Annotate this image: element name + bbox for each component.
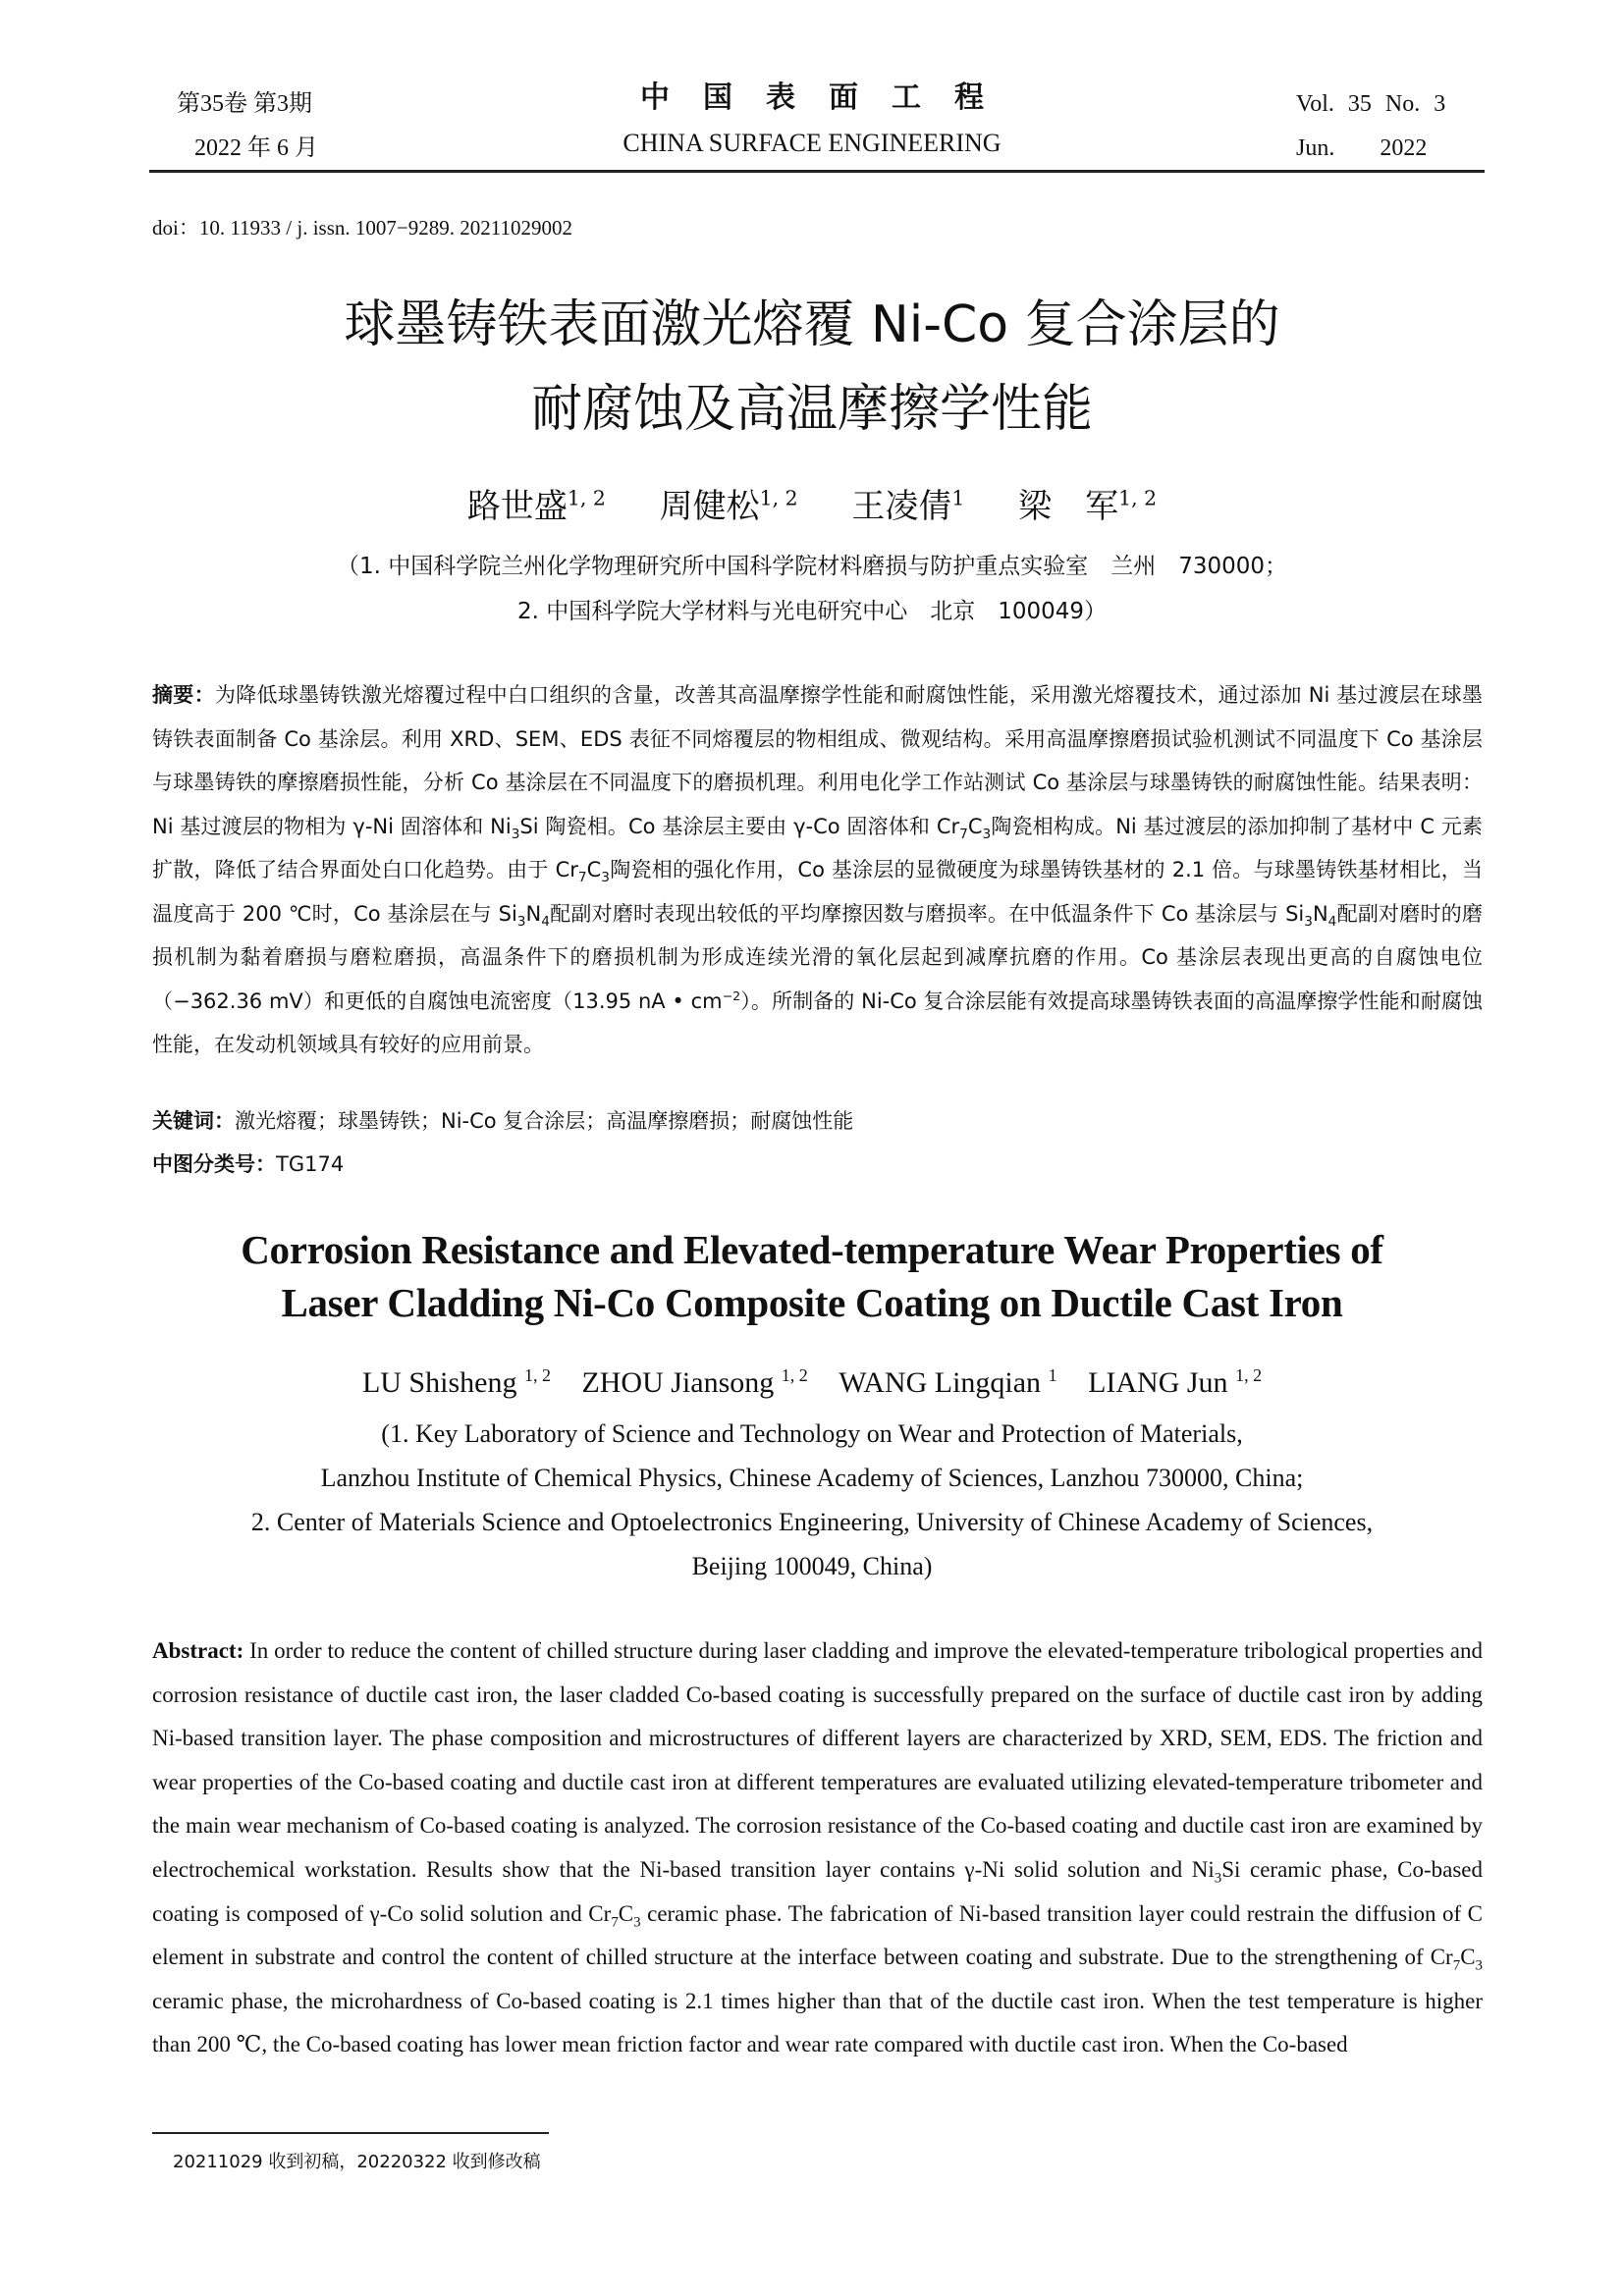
abstract-cn-label: 摘要： (152, 683, 215, 707)
affiliation-en-line: 2. Center of Materials Science and Optoelectronics Engineering, University of Chinese Academy of Sciences, (250, 1508, 1374, 1536)
affiliations-en (0, 1412, 1624, 1588)
affiliation-en-line: (1. Key Laboratory of Science and Technology on Wear and Protection of Materials, (381, 1419, 1243, 1448)
abstract-en: Abstract: In order to reduce the content of chilled structure during laser cladding and improve the elevated-temperature tribological properties and corrosion resistance of ductile cast iron, the laser cladded Co-based coating is successfully prepared on the surface of ductile cast iron by adding Ni-based transition layer. The phase composition and microstructures of different layers are characterized by XRD, SEM, EDS. The friction and wear properties of the Co-based coating and ductile cast iron at different temperatures are evaluated utilizing elevated-temperature tribometer and the main wear mechanism of Co-based coating is analyzed. The corrosion resistance of the Co-based coating and ductile cast iron are examined by electrochemical workstation. Results show that the Ni-based transition layer contains γ-Ni solid solution and $Ni_3Si$ ceramic phase, Co-based coating is composed of γ-Co solid solution and $Cr_7C_3$ ceramic phase. The fabrication of Ni-based transition layer could restrain the diffusion of C element in substrate and control the content of chilled structure at the interface between coating and substrate. Due to the strengthening of $Cr_7C_3$ ceramic phase, the microhardness of Co-based coating is 2.1 times higher than that of the ductile cast iron. When the test temperature is higher than 200 ℃, the Co-based coating has lower mean friction factor and wear rate compared with ductile cast iron. When the Co-based (152, 1638, 1483, 2057)
abstract-cn: 摘要：为降低球墨铸铁激光熔覆过程中白口组织的含量，改善其高温摩擦学性能和耐腐蚀性能，采用激光熔覆技术，通过添加 Ni 基过渡层在球墨铸铁表面制备 Co 基涂层。利用 XRD、SEM、EDS 表征不同熔覆层的物相组成、微观结构。采用高温摩擦磨损试验机测试不同温度下 Co 基涂层与球墨铸铁的摩擦磨损性能，分析 Co 基涂层在不同温度下的磨损机理。利用电化学工作站测试 Co 基涂层与球墨铸铁的耐腐蚀性能。结果表明：Ni 基过渡层的物相为 γ-Ni 固溶体和 $Ni_3Si$ 陶瓷相。Co 基涂层主要由 γ-Co 固溶体和 $Cr_7C_3$陶瓷相构成。Ni 基过渡层的添加抑制了基材中 C 元素扩散，降低了结合界面处白口化趋势。由于 $Cr_7C_3$陶瓷相的强化作用，Co 基涂层的显微硬度为球墨铸铁基材的 2.1 倍。与球墨铸铁基材相比，当温度高于 200 ℃时，Co 基涂层在与 $Si_3N_4$配副对磨时表现出较低的平均摩擦因数与磨损率。在中低温条件下 Co 基涂层与 $Si_3N_4$配副对磨时的磨损机制为黏着磨损与磨粒磨损，高温条件下的磨损机制为形成连续光滑的氧化层起到减摩抗磨的作用。Co 基涂层表现出更高的自腐蚀电位（−362.36 mV）和更低的自腐蚀电流密度（13.95 nA • $cm^{-2}$）。所制备的 Ni-Co 复合涂层能有效提高球墨铸铁表面的高温摩擦学性能和耐腐蚀性能，在发动机领域具有较好的应用前景。 (152, 683, 1484, 1056)
title-en-line2: Laser Cladding Ni-Co Composite Coating on Ductile Cast Iron (281, 1280, 1343, 1325)
title-cn (0, 283, 1624, 452)
authors-en (0, 1366, 1624, 1400)
title-cn-line1: 球墨铸铁表面激光熔覆 Ni-Co 复合涂层的 (344, 295, 1280, 354)
title-en (0, 1223, 1624, 1329)
affiliation-cn-line: 2. 中国科学院大学材料与光电研究中心 北京 100049） (516, 599, 1108, 624)
footnote-received-dates: 20211029 收到初稿，20220322 收到修改稿 (173, 2152, 541, 2172)
author-cn: 路世盛$^{1, 2}$ (466, 486, 606, 526)
header-divider (149, 170, 1485, 173)
title-en-line1: Corrosion Resistance and Elevated-temperature Wear Properties of (241, 1227, 1383, 1272)
author-en: LU Shisheng $^{1, 2}$ (361, 1365, 551, 1399)
author-en: LIANG Jun $^{1, 2}$ (1088, 1365, 1263, 1399)
author-cn: 梁 军$^{1, 2}$ (1018, 486, 1158, 526)
affiliation-en-line: Lanzhou Institute of Chemical Physics, Chinese Academy of Sciences, Lanzhou 730000, China; (320, 1464, 1304, 1492)
footnote-divider (152, 2132, 549, 2134)
header-month-en: Jun. (1296, 135, 1335, 161)
authors-cn (0, 479, 1624, 527)
keywords-cn (152, 1105, 853, 1135)
journal-name-en: CHINA SURFACE ENGINEERING (623, 129, 1001, 157)
title-cn-line2: 耐腐蚀及高温摩擦学性能 (530, 380, 1093, 439)
keywords-cn-text: 激光熔覆；球墨铸铁；Ni-Co 复合涂层；高温摩擦磨损；耐腐蚀性能 (235, 1109, 854, 1133)
header-issue-info-en (1296, 82, 1445, 171)
author-cn: 王凌倩$^1$ (851, 486, 965, 526)
author-cn: 周健松$^{1, 2}$ (659, 486, 798, 526)
classification-cn-label: 中图分类号： (152, 1152, 276, 1176)
affiliations-cn (0, 544, 1624, 634)
affiliation-cn-line: （1. 中国科学院兰州化学物理研究所中国科学院材料磨损与防护重点实验室 兰州 730000； (336, 554, 1288, 579)
classification-cn (152, 1148, 344, 1178)
header-year-en: 2022 (1380, 135, 1428, 161)
header-date-cn: 2022 年 6 月 (194, 135, 318, 161)
header-date-en (1296, 127, 1445, 171)
journal-name-cn: 中国表面工程 (640, 80, 1017, 115)
header-journal-name (511, 79, 1113, 165)
doi-line: doi：10. 11933 / j. issn. 1007−9289. 20211029002 (152, 216, 572, 240)
affiliation-en-line: Beijing 100049, China) (691, 1552, 933, 1580)
header-issue-info (177, 82, 318, 171)
classification-cn-code: TG174 (276, 1152, 345, 1176)
header-volume-en: Vol. 35 No. 3 (1296, 91, 1446, 117)
header-volume-cn: 第35卷 第3期 (177, 91, 312, 117)
author-en: WANG Lingqian $^1$ (839, 1365, 1057, 1399)
keywords-cn-label: 关键词： (152, 1109, 235, 1133)
author-en: ZHOU Jiansong $^{1, 2}$ (581, 1365, 808, 1399)
abstract-en-label: Abstract: (152, 1638, 244, 1663)
